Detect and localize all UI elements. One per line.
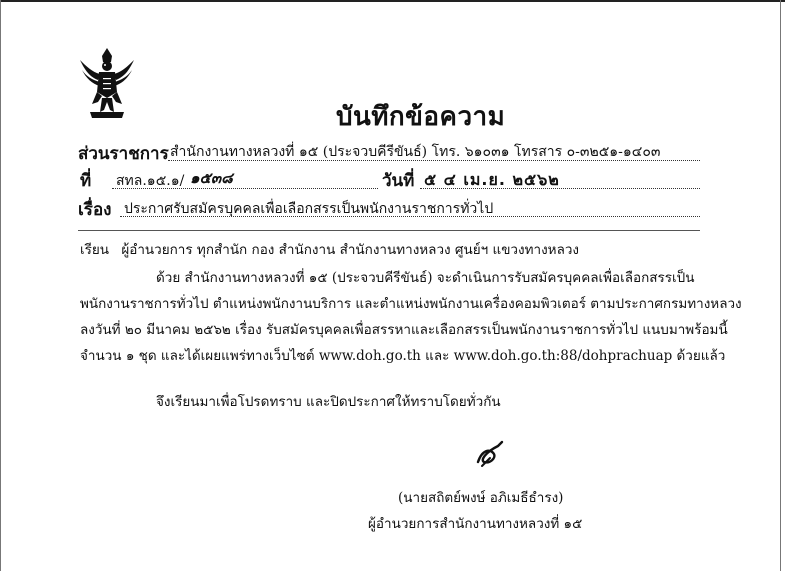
- memo-title: บันทึกข้อความ: [336, 102, 506, 132]
- closing-line: จึงเรียนมาเพื่อโปรดทราบ และปิดประกาศให้ทราบโดยทั่วกัน: [156, 394, 501, 410]
- signer-name: (นายสถิตย์พงษ์ อภิเมธีธำรง): [398, 490, 564, 506]
- subject-dotted-line: [120, 216, 700, 217]
- date-stamp: ๕ ๔ เม.ย. ๒๕๖๒: [424, 170, 560, 189]
- salutation: [80, 238, 579, 260]
- date-label: วันที่: [382, 171, 415, 191]
- ref-row: [80, 167, 91, 194]
- department-label: ส่วนราชการ: [78, 144, 169, 164]
- date-dotted-line: [420, 188, 700, 189]
- paragraph-line-1: ด้วย สำนักงานทางหลวงที่ ๑๕ (ประจวบคีรีขันธ์) จะดำเนินการรับสมัครบุคคลเพื่อเลือกสรรเป็น: [156, 270, 695, 286]
- garuda-emblem-icon: [78, 46, 136, 120]
- department-value: สำนักงานทางหลวงที่ ๑๕ (ประจวบคีรีขันธ์) โทร. ๖๑๐๓๑ โทรสาร ๐-๓๒๕๑-๑๔๐๓: [170, 144, 661, 160]
- salutation-value: ผู้อำนวยการ ทุกสำนัก กอง สำนักงาน สำนักงานทางหลวง ศูนย์ฯ แขวงทางหลวง: [121, 242, 580, 258]
- paragraph-line-4: จำนวน ๑ ชุด และได้เผยแพร่ทางเว็บไซต์ www.doh.go.th และ www.doh.go.th:88/dohprachuap ด้วยแล้ว: [80, 348, 726, 364]
- subject-row: [78, 196, 111, 223]
- paragraph-line-2: พนักงานราชการทั่วไป ตำแหน่งพนักงานบริการ และตำแหน่งพนักงานเครื่องคอมพิวเตอร์ ตามประกาศกรมทางหลวง: [80, 296, 742, 312]
- ref-handwritten-number: ๑๕๓๘: [190, 169, 233, 187]
- header-divider: [78, 230, 700, 231]
- ref-label: ที่: [80, 171, 92, 191]
- department-row: [78, 140, 169, 167]
- top-border: [0, 0, 785, 2]
- left-border: [0, 0, 1, 571]
- salutation-label: เรียน: [80, 242, 110, 258]
- subject-label: เรื่อง: [78, 200, 112, 220]
- date-row: [382, 167, 414, 194]
- paragraph-line-3: ลงวันที่ ๒๐ มีนาคม ๒๕๖๒ เรื่อง รับสมัครบุคคลเพื่อสรรหาและเลือกสรรเป็นพนักงานราชการทั่วไป แนบมาพร้อมนี้: [80, 322, 728, 338]
- right-border: [780, 0, 781, 571]
- signature-icon: [472, 440, 508, 470]
- subject-value: ประกาศรับสมัครบุคคลเพื่อเลือกสรรเป็นพนักงานราชการทั่วไป: [124, 201, 494, 217]
- department-dotted-line: [168, 160, 700, 161]
- signer-position: ผู้อำนวยการสำนักงานทางหลวงที่ ๑๕: [368, 516, 583, 532]
- ref-value: สทล.๑๕.๑/: [116, 173, 185, 189]
- ref-dotted-line: [112, 188, 378, 189]
